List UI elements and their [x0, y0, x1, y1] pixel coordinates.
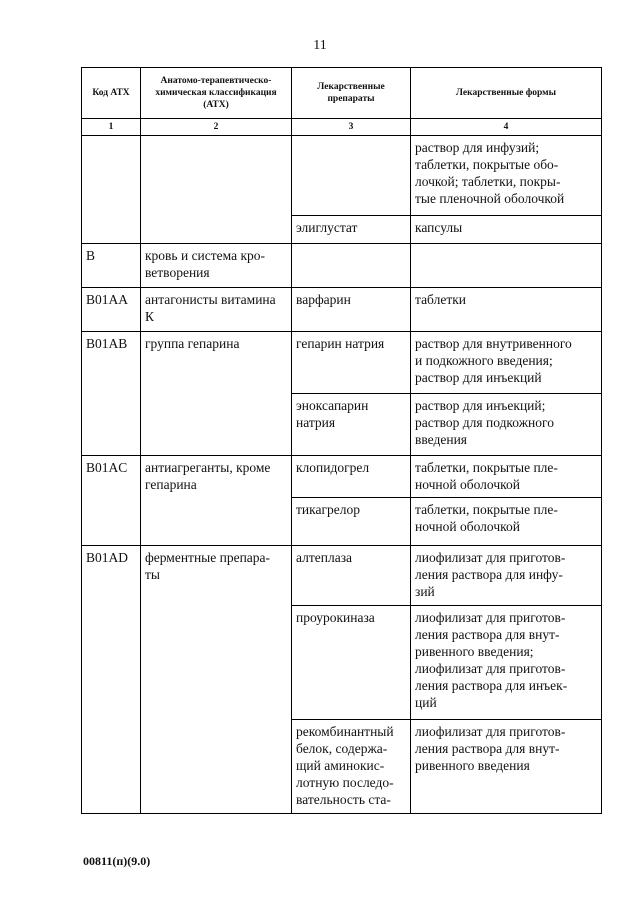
form-cell: таблетки, покрытые пле- ночной оболочкой — [411, 456, 602, 498]
drug-cell: элиглустат — [292, 216, 411, 244]
table-row — [82, 456, 602, 498]
drug-cell: гепарин натрия — [292, 332, 411, 394]
header-forms: Лекарственные формы — [411, 68, 602, 119]
form-cell: раствор для инъекций; раствор для подкожного введения — [411, 394, 602, 456]
code-cell: B — [82, 244, 141, 288]
form-cell: таблетки — [411, 288, 602, 332]
header-code: Код АТХ — [82, 68, 141, 119]
form-cell: капсулы — [411, 216, 602, 244]
form-cell: раствор для внутривенного и подкожного введения; раствор для инъекций — [411, 332, 602, 394]
code-cell: B01AC — [82, 456, 141, 546]
drug-cell: рекомбинантный белок, содержа- щий аминокис- лотную последо- вательность ста- — [292, 720, 411, 814]
class-cell: антиагреганты, кроме гепарина — [141, 456, 292, 546]
drug-cell — [292, 244, 411, 288]
table-row — [82, 546, 602, 606]
class-cell: группа гепарина — [141, 332, 292, 456]
document-code-footer: 00811(п)(9.0) — [83, 854, 151, 868]
code-cell: B01AB — [82, 332, 141, 456]
column-number: 3 — [292, 119, 411, 136]
column-number: 4 — [411, 119, 602, 136]
form-cell: раствор для инфузий; таблетки, покрытые обо- лочкой; таблетки, покры- тые пленочной оболочкой — [411, 136, 602, 216]
form-cell: лиофилизат для приготов- ления раствора для внут- ривенного введения — [411, 720, 602, 814]
class-cell — [141, 136, 292, 244]
column-number: 1 — [82, 119, 141, 136]
column-number-row — [82, 119, 602, 136]
drug-cell: варфарин — [292, 288, 411, 332]
class-cell: ферментные препара- ты — [141, 546, 292, 814]
column-number: 2 — [141, 119, 292, 136]
table-row — [82, 332, 602, 394]
form-cell: лиофилизат для приготов- ления раствора для внут- ривенного введения; лиофилизат для приготов- ления раствора для инъек- ций — [411, 606, 602, 720]
drug-cell: эноксапарин натрия — [292, 394, 411, 456]
code-cell: B01AD — [82, 546, 141, 814]
drug-cell: клопидогрел — [292, 456, 411, 498]
table-row — [82, 136, 602, 216]
class-cell: антагонисты витамина К — [141, 288, 292, 332]
header-drugs: Лекарственные препараты — [292, 68, 411, 119]
form-cell: лиофилизат для приготов- ления раствора для инфу- зий — [411, 546, 602, 606]
class-cell: кровь и система кро- ветворения — [141, 244, 292, 288]
drug-cell: тикагрелор — [292, 498, 411, 546]
form-cell: таблетки, покрытые пле- ночной оболочкой — [411, 498, 602, 546]
page-number: 11 — [313, 38, 327, 53]
code-cell: B01AA — [82, 288, 141, 332]
header-classification: Анатомо-терапевтическо-химическая классификация (АТХ) — [141, 68, 292, 119]
atx-table — [81, 67, 602, 814]
drug-cell: алтеплаза — [292, 546, 411, 606]
header-row — [82, 68, 602, 119]
code-cell — [82, 136, 141, 244]
table-row — [82, 244, 602, 288]
table-row — [82, 288, 602, 332]
drug-cell — [292, 136, 411, 216]
drug-cell: проурокиназа — [292, 606, 411, 720]
form-cell — [411, 244, 602, 288]
